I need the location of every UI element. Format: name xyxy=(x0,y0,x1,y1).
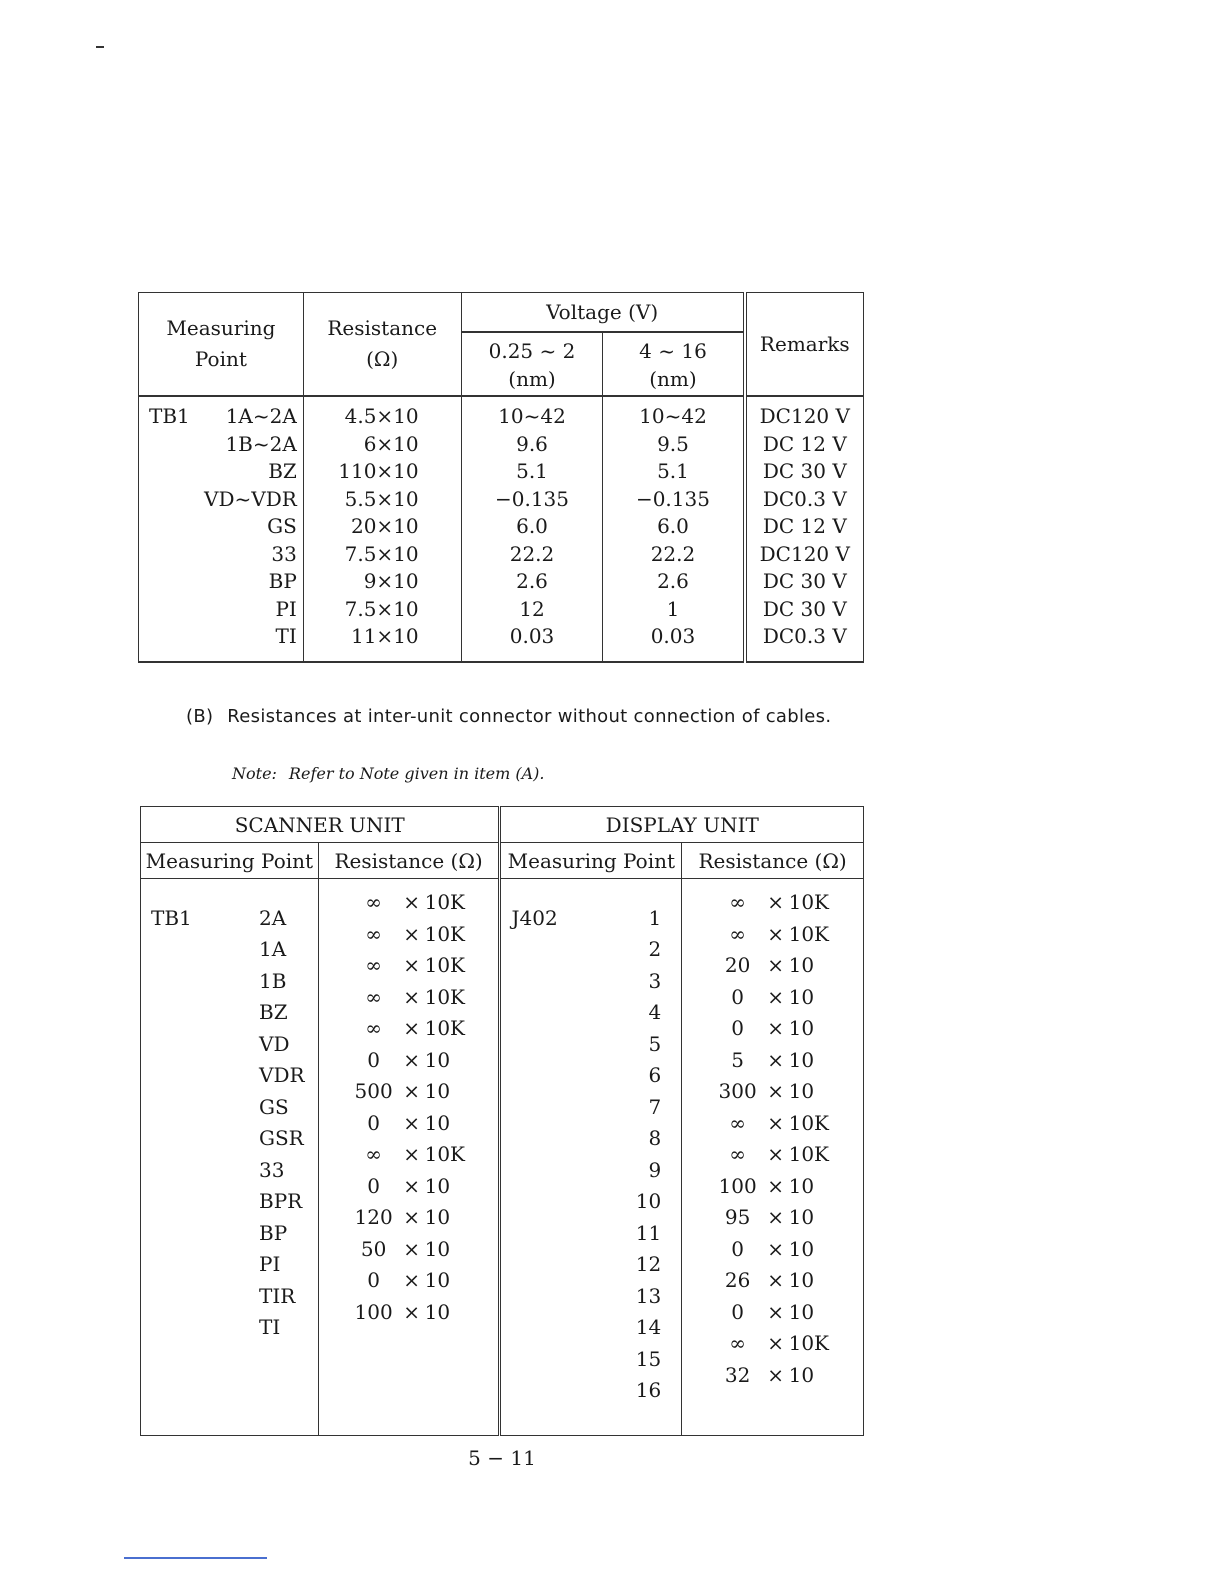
table-a-header-row xyxy=(139,293,864,333)
table-b-body xyxy=(141,879,864,1436)
display-resistance-cell xyxy=(682,1360,864,1392)
times-sign: × xyxy=(403,1205,420,1229)
scanner-point-cell xyxy=(141,950,319,993)
display-resistance-cell xyxy=(682,1076,864,1108)
display-res-unit: 10K xyxy=(788,890,829,914)
table-row xyxy=(141,919,864,951)
scanner-pin: GS xyxy=(259,1094,289,1119)
display-measuring-point-header: Measuring Point xyxy=(500,843,682,879)
voltage-2-cell: 2.6 xyxy=(603,568,745,596)
display-res-value: ∞ xyxy=(729,1110,746,1135)
point-label: 1A~2A xyxy=(225,404,297,428)
resistance-cell: 4.5×10 xyxy=(303,396,461,431)
display-res-value: 32 xyxy=(724,1362,751,1387)
scanner-unit-title: SCANNER UNIT xyxy=(141,807,500,843)
voltage-1-cell: 2.6 xyxy=(461,568,603,596)
scanner-point-cell xyxy=(141,1076,319,1119)
scanner-res-unit: 10 xyxy=(424,1299,451,1324)
resistance-cell: 11×10 xyxy=(303,623,461,662)
table-row xyxy=(141,1076,864,1108)
scanner-res-unit: 10 xyxy=(424,1079,451,1103)
table-row xyxy=(139,486,864,514)
scanner-point-cell xyxy=(141,1328,319,1360)
display-point-cell xyxy=(500,1328,682,1371)
display-point-cell xyxy=(500,1202,682,1245)
scanner-res-value: 0 xyxy=(367,1110,380,1135)
scanner-res-value: ∞ xyxy=(365,1016,382,1040)
scanner-res-unit: 10 xyxy=(424,1268,451,1292)
scanner-resistance-cell xyxy=(318,1108,500,1140)
voltage-2-cell: −0.135 xyxy=(603,486,745,514)
point-label: 33 xyxy=(271,541,297,566)
scanner-point-cell xyxy=(141,982,319,1025)
display-res-value: 26 xyxy=(724,1268,751,1292)
times-sign: × xyxy=(403,1268,420,1292)
display-pin: 13 xyxy=(635,1283,662,1308)
voltage-header: Voltage (V) xyxy=(461,293,744,333)
scanner-point-cell xyxy=(141,1108,319,1151)
times-sign: × xyxy=(767,890,784,914)
times-sign: × xyxy=(403,1110,420,1135)
table-row xyxy=(141,1045,864,1077)
voltage-1-cell: 5.1 xyxy=(461,458,603,486)
display-res-unit: 10 xyxy=(788,1236,815,1261)
measuring-point-cell xyxy=(139,396,304,431)
stray-mark xyxy=(96,46,104,48)
scanner-terminal: TB1 xyxy=(151,905,192,930)
empty-cell xyxy=(682,1391,864,1436)
display-resistance-cell xyxy=(682,982,864,1014)
display-pin: 2 xyxy=(648,937,662,962)
voltage-range-1-header: 0.25 ~ 2 (nm) xyxy=(461,332,603,396)
resistance-cell: 7.5×10 xyxy=(303,596,461,624)
scanner-res-value: ∞ xyxy=(365,984,382,1009)
scanner-pin: 33 xyxy=(259,1157,285,1182)
scanner-res-unit: 10K xyxy=(424,921,465,946)
scanner-pin: TIR xyxy=(259,1283,296,1308)
display-res-unit: 10 xyxy=(788,1362,815,1387)
display-point-cell xyxy=(500,919,682,962)
display-resistance-cell xyxy=(682,1108,864,1140)
section-b-text: Resistances at inter-unit connector without connection of cables. xyxy=(227,706,832,727)
table-row xyxy=(141,1360,864,1392)
scanner-pin: TI xyxy=(259,1315,281,1340)
table-row xyxy=(141,879,864,919)
display-pin: 4 xyxy=(648,1000,662,1025)
times-sign: × xyxy=(403,1142,420,1166)
point-label: TI xyxy=(275,624,297,648)
times-sign: × xyxy=(403,1047,420,1072)
table-row xyxy=(139,623,864,662)
display-res-value: 0 xyxy=(731,1016,744,1040)
scanner-point-cell xyxy=(141,1234,319,1277)
table-row xyxy=(139,431,864,459)
display-point-cell xyxy=(500,1234,682,1277)
table-row xyxy=(139,396,864,431)
times-sign: × xyxy=(403,953,420,977)
table-row xyxy=(141,982,864,1014)
display-res-value: ∞ xyxy=(729,1331,746,1355)
voltage-2-cell: 9.5 xyxy=(603,431,745,459)
scanner-point-cell xyxy=(141,879,319,930)
display-point-cell xyxy=(500,1360,682,1403)
scanner-point-cell xyxy=(141,1297,319,1340)
display-res-value: ∞ xyxy=(729,890,746,914)
scanner-res-value: ∞ xyxy=(365,1142,382,1166)
times-sign: × xyxy=(767,1016,784,1040)
times-sign: × xyxy=(767,1362,784,1387)
resistance-cell: 5.5×10 xyxy=(303,486,461,514)
table-row xyxy=(141,1234,864,1266)
display-resistance-cell xyxy=(682,919,864,951)
scanner-resistance-header: Resistance (Ω) xyxy=(318,843,500,879)
scanner-point-cell xyxy=(141,1139,319,1182)
table-a-body xyxy=(139,396,864,662)
table-row xyxy=(139,513,864,541)
display-res-value: 100 xyxy=(718,1173,757,1198)
times-sign: × xyxy=(403,1173,420,1198)
empty-cell xyxy=(318,1391,500,1436)
empty-cell xyxy=(141,1391,319,1436)
scanner-point-cell xyxy=(141,1171,319,1214)
scanner-pin: GSR xyxy=(259,1126,304,1151)
table-row xyxy=(141,1328,864,1360)
point-label: BP xyxy=(268,569,297,593)
display-pin: 3 xyxy=(648,968,662,993)
measuring-point-cell xyxy=(139,486,304,514)
voltage-1-cell: 6.0 xyxy=(461,513,603,541)
scanner-resistance-cell xyxy=(318,1045,500,1077)
times-sign: × xyxy=(767,921,784,946)
display-res-unit: 10 xyxy=(788,1016,815,1040)
display-res-unit: 10 xyxy=(788,1268,815,1292)
display-res-unit: 10K xyxy=(788,1142,829,1166)
scanner-res-unit: 10 xyxy=(424,1173,451,1198)
resistance-cell: 110×10 xyxy=(303,458,461,486)
times-sign: × xyxy=(767,1205,784,1229)
times-sign: × xyxy=(767,1331,784,1355)
scanner-res-unit: 10K xyxy=(424,1142,465,1166)
display-resistance-cell xyxy=(682,1328,864,1360)
scanner-point-cell xyxy=(141,1202,319,1245)
resistance-cell: 20×10 xyxy=(303,513,461,541)
display-resistance-cell xyxy=(682,1045,864,1077)
scanner-resistance-cell xyxy=(318,1234,500,1266)
display-point-cell xyxy=(500,1076,682,1119)
scanner-resistance-cell xyxy=(318,1360,500,1392)
scanner-res-value: ∞ xyxy=(365,921,382,946)
point-label: VD~VDR xyxy=(204,486,297,511)
times-sign: × xyxy=(767,1142,784,1166)
table-row xyxy=(141,1171,864,1203)
table-row xyxy=(141,950,864,982)
measuring-point-cell xyxy=(139,623,304,662)
display-res-value: ∞ xyxy=(729,1142,746,1166)
voltage-range-2-header: 4 ~ 16 (nm) xyxy=(603,332,745,396)
resistance-cell: 6×10 xyxy=(303,431,461,459)
resistance-header: Resistance (Ω) xyxy=(303,293,461,397)
remarks-header: Remarks xyxy=(745,293,864,397)
display-resistance-cell xyxy=(682,950,864,982)
display-pin: 6 xyxy=(648,1063,662,1088)
table-row xyxy=(141,1202,864,1234)
point-label: GS xyxy=(267,514,297,538)
point-label: 1B~2A xyxy=(225,431,297,456)
times-sign: × xyxy=(767,1236,784,1261)
display-pin: 12 xyxy=(635,1252,662,1277)
scanner-resistance-cell xyxy=(318,1171,500,1203)
display-resistance-cell xyxy=(682,879,864,919)
table-row xyxy=(141,1139,864,1171)
scanner-pin: BZ xyxy=(259,1000,288,1025)
display-point-cell xyxy=(500,982,682,1025)
display-point-cell xyxy=(500,950,682,993)
table-row xyxy=(141,1297,864,1329)
table-row xyxy=(139,458,864,486)
section-b-heading xyxy=(186,706,831,727)
display-point-cell xyxy=(500,1108,682,1151)
note-text: Refer to Note given in item (A). xyxy=(288,764,545,783)
scanner-res-unit: 10K xyxy=(424,984,465,1009)
display-resistance-cell xyxy=(682,1013,864,1045)
voltage-1-cell: 22.2 xyxy=(461,541,603,569)
scanner-resistance-cell xyxy=(318,1265,500,1297)
bottom-rule xyxy=(124,1557,267,1559)
display-pin: 11 xyxy=(635,1220,662,1245)
resistance-cell: 7.5×10 xyxy=(303,541,461,569)
scanner-resistance-cell xyxy=(318,982,500,1014)
scanner-resistance-cell xyxy=(318,1328,500,1360)
scanner-point-cell xyxy=(141,1013,319,1056)
table-row xyxy=(139,541,864,569)
remarks-cell: DC120 V xyxy=(745,541,864,569)
display-pin: 14 xyxy=(635,1315,662,1340)
display-res-unit: 10 xyxy=(788,984,815,1009)
scanner-pin: VDR xyxy=(259,1063,305,1088)
measuring-point-cell xyxy=(139,431,304,459)
scanner-res-value: 500 xyxy=(354,1079,393,1103)
scanner-pin: BP xyxy=(259,1220,288,1245)
section-b-label: (B) xyxy=(186,706,214,727)
remarks-cell: DC0.3 V xyxy=(745,486,864,514)
scanner-res-value: 100 xyxy=(354,1299,393,1324)
remarks-cell: DC 30 V xyxy=(745,458,864,486)
times-sign: × xyxy=(767,1047,784,1072)
scanner-resistance-cell xyxy=(318,1139,500,1171)
voltage-2-cell: 0.03 xyxy=(603,623,745,662)
display-point-cell xyxy=(500,1013,682,1056)
scanner-res-unit: 10 xyxy=(424,1110,451,1135)
display-res-unit: 10 xyxy=(788,953,815,977)
display-res-unit: 10 xyxy=(788,1173,815,1198)
scanner-res-unit: 10K xyxy=(424,890,465,914)
times-sign: × xyxy=(767,1110,784,1135)
voltage-1-cell: 10~42 xyxy=(461,396,603,431)
voltage-resistance-table xyxy=(138,292,864,663)
table-row xyxy=(139,568,864,596)
table-b-column-headers xyxy=(141,843,864,879)
voltage-1-cell: −0.135 xyxy=(461,486,603,514)
display-resistance-cell xyxy=(682,1139,864,1171)
scanner-res-unit: 10 xyxy=(424,1047,451,1072)
measuring-point-cell xyxy=(139,513,304,541)
scanner-res-unit: 10K xyxy=(424,953,465,977)
scanner-point-cell xyxy=(141,1265,319,1308)
terminal-label: TB1 xyxy=(149,404,190,428)
display-res-value: 0 xyxy=(731,1299,744,1324)
display-res-value: 0 xyxy=(731,984,744,1009)
measuring-point-cell xyxy=(139,596,304,624)
unit-title-row xyxy=(141,807,864,843)
table-row xyxy=(141,1013,864,1045)
measuring-point-cell xyxy=(139,568,304,596)
page-number: 5 − 11 xyxy=(468,1446,536,1470)
measuring-point-header: Measuring Point xyxy=(139,293,304,397)
display-point-cell xyxy=(500,1139,682,1182)
display-resistance-cell xyxy=(682,1202,864,1234)
times-sign: × xyxy=(403,921,420,946)
display-point-cell xyxy=(500,1265,682,1308)
measuring-point-cell xyxy=(139,541,304,569)
voltage-1-cell: 12 xyxy=(461,596,603,624)
display-point-cell xyxy=(500,1297,682,1340)
display-unit-title: DISPLAY UNIT xyxy=(500,807,864,843)
remarks-cell: DC 30 V xyxy=(745,568,864,596)
remarks-cell: DC120 V xyxy=(745,396,864,431)
times-sign: × xyxy=(767,1299,784,1324)
display-connector: J402 xyxy=(511,905,558,930)
voltage-2-cell: 1 xyxy=(603,596,745,624)
remarks-cell: DC0.3 V xyxy=(745,623,864,662)
scanner-resistance-cell xyxy=(318,1297,500,1329)
scanner-res-value: 0 xyxy=(367,1173,380,1198)
resistance-cell: 9×10 xyxy=(303,568,461,596)
display-res-value: 5 xyxy=(731,1047,744,1072)
times-sign: × xyxy=(767,1268,784,1292)
times-sign: × xyxy=(767,1079,784,1103)
remarks-cell: DC 12 V xyxy=(745,431,864,459)
display-pin: 8 xyxy=(648,1126,662,1151)
table-b-padding-row xyxy=(141,1391,864,1436)
display-point-cell xyxy=(500,1171,682,1214)
times-sign: × xyxy=(767,1173,784,1198)
display-pin: 7 xyxy=(648,1094,662,1119)
table-row xyxy=(141,1265,864,1297)
display-pin: 5 xyxy=(648,1031,662,1056)
times-sign: × xyxy=(403,1299,420,1324)
voltage-2-cell: 6.0 xyxy=(603,513,745,541)
display-resistance-cell xyxy=(682,1265,864,1297)
scanner-res-value: 50 xyxy=(360,1236,387,1261)
display-res-value: 300 xyxy=(718,1079,757,1103)
scanner-resistance-cell xyxy=(318,1076,500,1108)
table-row xyxy=(139,596,864,624)
display-point-cell xyxy=(500,879,682,930)
remarks-cell: DC 30 V xyxy=(745,596,864,624)
display-pin: 10 xyxy=(635,1189,662,1214)
display-resistance-cell xyxy=(682,1297,864,1329)
scanner-point-cell xyxy=(141,919,319,962)
scanner-res-unit: 10 xyxy=(424,1236,451,1261)
display-resistance-header: Resistance (Ω) xyxy=(682,843,864,879)
scanner-resistance-cell xyxy=(318,1202,500,1234)
scanner-pin: PI xyxy=(259,1252,281,1277)
display-res-value: ∞ xyxy=(729,921,746,946)
times-sign: × xyxy=(767,984,784,1009)
point-label: PI xyxy=(275,596,297,621)
scanner-pin: BPR xyxy=(259,1189,303,1214)
times-sign: × xyxy=(403,984,420,1009)
display-resistance-cell xyxy=(682,1171,864,1203)
voltage-2-cell: 5.1 xyxy=(603,458,745,486)
times-sign: × xyxy=(403,1016,420,1040)
scanner-pin: 1A xyxy=(259,937,287,962)
display-res-unit: 10 xyxy=(788,1205,815,1229)
scanner-pin: 2A xyxy=(259,905,287,930)
display-pin: 1 xyxy=(648,905,662,930)
display-res-unit: 10K xyxy=(788,1110,829,1135)
voltage-2-cell: 22.2 xyxy=(603,541,745,569)
display-res-value: 20 xyxy=(724,953,751,977)
display-pin: 15 xyxy=(635,1346,662,1371)
times-sign: × xyxy=(767,953,784,977)
scanner-resistance-cell xyxy=(318,919,500,951)
scanner-resistance-cell xyxy=(318,879,500,919)
voltage-2-cell: 10~42 xyxy=(603,396,745,431)
display-resistance-cell xyxy=(682,1234,864,1266)
scanner-resistance-cell xyxy=(318,950,500,982)
display-res-unit: 10K xyxy=(788,921,829,946)
times-sign: × xyxy=(403,1236,420,1261)
scanner-res-value: ∞ xyxy=(365,953,382,977)
scanner-resistance-cell xyxy=(318,1013,500,1045)
display-point-cell xyxy=(500,1045,682,1088)
times-sign: × xyxy=(403,890,420,914)
display-res-unit: 10 xyxy=(788,1299,815,1324)
note xyxy=(232,764,545,783)
scanner-res-value: 120 xyxy=(354,1205,393,1229)
voltage-1-cell: 0.03 xyxy=(461,623,603,662)
display-res-unit: 10K xyxy=(788,1331,829,1355)
scanner-res-value: ∞ xyxy=(365,890,382,914)
display-res-unit: 10 xyxy=(788,1047,815,1072)
scanner-res-unit: 10K xyxy=(424,1016,465,1040)
connector-resistance-table xyxy=(140,806,864,1436)
display-pin: 9 xyxy=(648,1157,662,1182)
scanner-pin: VD xyxy=(259,1031,290,1056)
times-sign: × xyxy=(403,1079,420,1103)
display-pin: 16 xyxy=(635,1378,662,1403)
scanner-res-value: 0 xyxy=(367,1268,380,1292)
remarks-cell: DC 12 V xyxy=(745,513,864,541)
measuring-point-cell xyxy=(139,458,304,486)
scanner-pin: 1B xyxy=(259,968,287,993)
scanner-res-unit: 10 xyxy=(424,1205,451,1229)
scanner-point-cell xyxy=(141,1360,319,1392)
table-row xyxy=(141,1108,864,1140)
display-res-value: 95 xyxy=(724,1205,751,1229)
scanner-measuring-point-header: Measuring Point xyxy=(141,843,319,879)
scanner-point-cell xyxy=(141,1045,319,1088)
voltage-1-cell: 9.6 xyxy=(461,431,603,459)
point-label: BZ xyxy=(268,459,297,483)
note-key: Note: xyxy=(232,764,277,783)
display-res-value: 0 xyxy=(731,1236,744,1261)
scanner-res-value: 0 xyxy=(367,1047,380,1072)
display-res-unit: 10 xyxy=(788,1079,815,1103)
